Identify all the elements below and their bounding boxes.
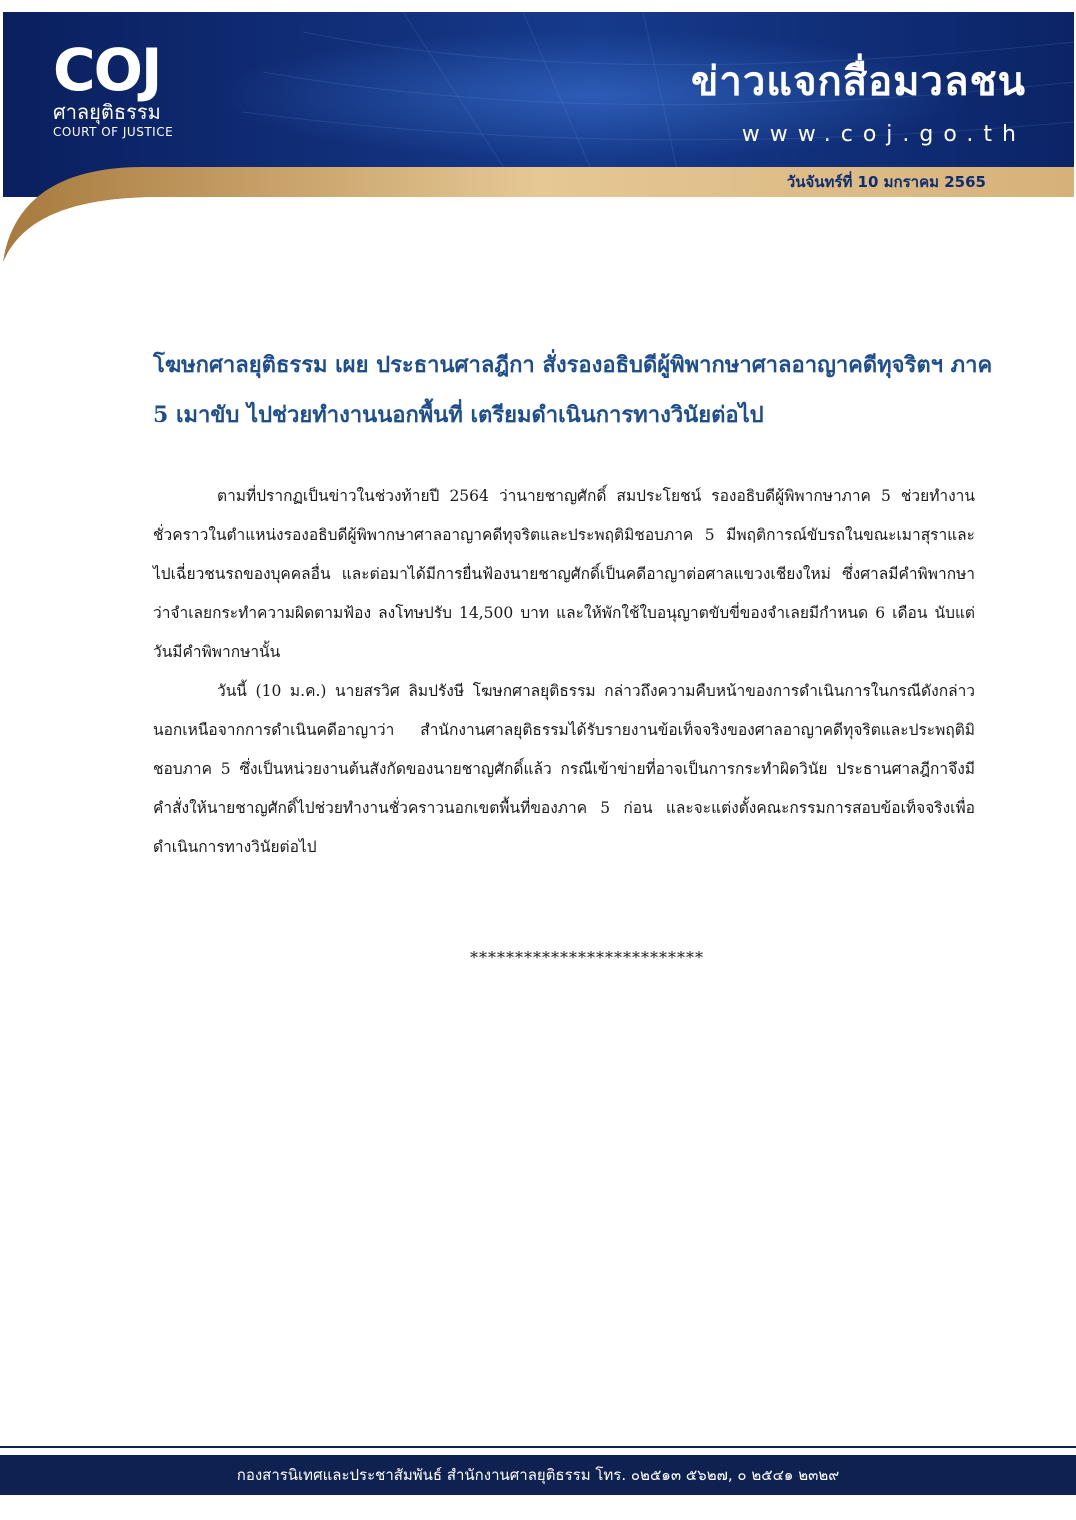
footer-rule xyxy=(0,1446,1076,1448)
article-title: โฆษกศาลยุติธรรม เผย ประธานศาลฎีกา สั่งรองอธิบดีผู้พิพากษาศาลอาญาคดีทุจริตฯ ภาค 5 เมาขับ ไปช่วยทำงานนอกพื้นที่ เตรียมดำเนินการทางวินัยต่อไป xyxy=(153,352,993,428)
paragraph-2: วันนี้ (10 ม.ค.) นายสรวิศ ลิมปรังษี โฆษกศาลยุติธรรม กล่าวถึงความคืบหน้าของการดำเนินการในกรณีดังกล่าวนอกเหนือจากการดำเนินคดีอาญาว่า สำนักงานศาลยุติธรรมได้รับรายงานข้อเท็จจริงของศาลอาญาคดีทุจริตและประพฤติมิชอบภาค 5 ซึ่งเป็นหน่วยงานต้นสังกัดของนายชาญศักดิ์แล้ว กรณีเข้าข่ายที่อาจเป็นการกระทำผิดวินัย ประธานศาลฎีกาจึงมีคำสั่งให้นายชาญศักดิ์ไปช่วยทำงานชั่วคราวนอกเขตพื้นที่ของภาค 5 ก่อน และจะแต่งตั้งคณะกรรมการสอบข้อเท็จจริงเพื่อดำเนินการทางวินัยต่อไป xyxy=(153,682,975,856)
press-release-title: ข่าวแจกสื่อมวลชน xyxy=(691,59,1026,105)
end-separator: ************************** xyxy=(470,948,704,967)
press-footer xyxy=(0,1455,1076,1495)
press-header xyxy=(3,12,1074,262)
website-url: www.coj.go.th xyxy=(741,122,1026,147)
logo-mark: COJ xyxy=(53,36,161,104)
article-body xyxy=(153,477,975,867)
logo-thai-text: ศาลยุติธรรม xyxy=(53,100,161,124)
footer-contact: กองสารนิเทศและประชาสัมพันธ์ สำนักงานศาลยุติธรรม โทร. ๐๒๕๑๓ ๕๖๒๗, ๐ ๒๕๔๑ ๒๓๒๙ xyxy=(236,1466,840,1484)
coj-logo xyxy=(53,36,174,140)
paragraph-1: ตามที่ปรากฏเป็นข่าวในช่วงท้ายปี 2564 ว่านายชาญศักดิ์ สมประโยชน์ รองอธิบดีผู้พิพากษาภาค 5 ช่วยทำงานชั่วคราวในตำแหน่งรองอธิบดีผู้พิพากษาศาลอาญาคดีทุจริตและประพฤติมิชอบภาค 5 มีพฤติการณ์ขับรถในขณะเมาสุราและไปเฉี่ยวชนรถของบุคคลอื่น และต่อมาได้มีการยื่นฟ้องนายชาญศักดิ์เป็นคดีอาญาต่อศาลแขวงเชียงใหม่ ซึ่งศาลมีคำพิพากษาว่าจำเลยกระทำความผิดตามฟ้อง ลงโทษปรับ 14,500 บาท และให้พักใช้ใบอนุญาตขับขี่ของจำเลยมีกำหนด 6 เดือน นับแต่วันมีคำพิพากษานั้น xyxy=(153,487,975,661)
release-date: วันจันทร์ที่ 10 มกราคม 2565 xyxy=(786,173,986,191)
logo-english-text: COURT OF JUSTICE xyxy=(53,125,174,139)
